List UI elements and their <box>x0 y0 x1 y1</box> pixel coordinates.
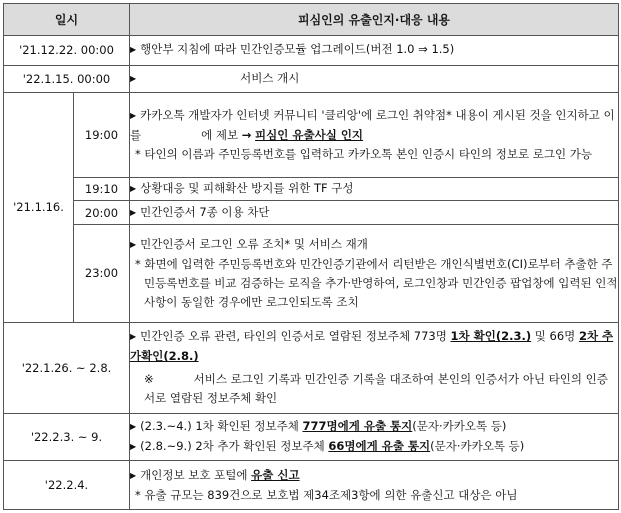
table-row <box>4 201 619 224</box>
content-cell: ▶ 개인정보 보호 포털에 유출 신고 * 유출 규모는 839건으로 보호법 제34조제3항에 의한 유출신고 대상은 아님 <box>130 461 619 510</box>
triangle-bullet-icon: ▶ <box>130 45 137 55</box>
table-row <box>4 322 619 414</box>
content-cell: ▶ (2.3.~4.) 1차 확인된 정보주체 777명에게 유출 통지(문자·카카오톡 등) ▶ (2.8.~9.) 2차 추가 확인된 정보주체 66명에게 유출 통지(문자·카카오톡 등) <box>130 414 619 461</box>
header-content: 피심인의 유출인지·대응 내용 <box>130 4 619 36</box>
content-cell: ▶ 카카오톡 개발자가 인터넷 커뮤니티 '클리앙'에 로그인 취약점* 내용이 게시된 것을 인지하고 이를 에 제보 → 피심인 유출사실 인지 * 타인의 이름과 주민등록번호를 입력하고 카카오톡 본인 인증시 타인의 정보로 로그인 가능 <box>130 92 619 178</box>
table-header-row <box>4 4 619 36</box>
header-date: 일시 <box>4 4 130 36</box>
triangle-bullet-icon: ▶ <box>130 332 137 342</box>
date-cell: '22.1.26. ~ 2.8. <box>4 322 130 414</box>
table-row <box>4 35 619 66</box>
date-cell: '22.1.15. 00:00 <box>4 66 130 92</box>
triangle-bullet-icon: ▶ <box>130 239 137 249</box>
time-cell: 19:10 <box>74 178 130 201</box>
table-row <box>4 92 619 178</box>
table-row <box>4 414 619 461</box>
time-cell: 20:00 <box>74 201 130 224</box>
triangle-bullet-icon: ▶ <box>130 184 137 194</box>
triangle-bullet-icon: ▶ <box>130 110 137 120</box>
triangle-bullet-icon: ▶ <box>130 73 137 83</box>
time-cell: 19:00 <box>74 92 130 178</box>
triangle-bullet-icon: ▶ <box>130 470 137 480</box>
time-cell: 23:00 <box>74 224 130 322</box>
incident-timeline-table <box>3 3 619 510</box>
triangle-bullet-icon: ▶ <box>130 422 137 432</box>
table-row <box>4 178 619 201</box>
date-cell: '21.1.16. <box>4 92 74 322</box>
content-cell: ▶ 민간인증 오류 관련, 타인의 인증서로 열람된 정보주체 773명 1차 확인(2.3.) 및 66명 2차 추가확인(2.8.) ※ 서비스 로그인 기록과 민간인증 기록을 대조하여 본인의 인증서가 아닌 타인의 인증서로 열람된 정보주체 확인 <box>130 322 619 414</box>
date-cell: '21.12.22. 00:00 <box>4 35 130 66</box>
content-cell: ▶ 서비스 개시 <box>130 66 619 92</box>
date-cell: '22.2.4. <box>4 461 130 510</box>
triangle-bullet-icon: ▶ <box>130 207 137 217</box>
content-cell: ▶ 민간인증서 7종 이용 차단 <box>130 201 619 224</box>
content-cell: ▶ 행안부 지침에 따라 민간인증모듈 업그레이드(버전 1.0 ⇒ 1.5) <box>130 35 619 66</box>
triangle-bullet-icon: ▶ <box>130 442 137 452</box>
table-row <box>4 66 619 92</box>
content-cell: ▶ 상황대응 및 피해확산 방지를 위한 TF 구성 <box>130 178 619 201</box>
date-cell: '22.2.3. ~ 9. <box>4 414 130 461</box>
content-cell: ▶ 민간인증서 로그인 오류 조치* 및 서비스 재개 * 화면에 입력한 주민등록번호와 민간인증기관에서 리턴받은 개인식별번호(CI)로부터 추출한 주민등록번호를 비교 검증하는 로직을 추가·반영하여, 로그인창과 민간인증 팝업창에 입력된 인적사항이 동일한 경우에만 로그인되도록 조치 <box>130 224 619 322</box>
table-row <box>4 224 619 322</box>
table-row <box>4 461 619 510</box>
